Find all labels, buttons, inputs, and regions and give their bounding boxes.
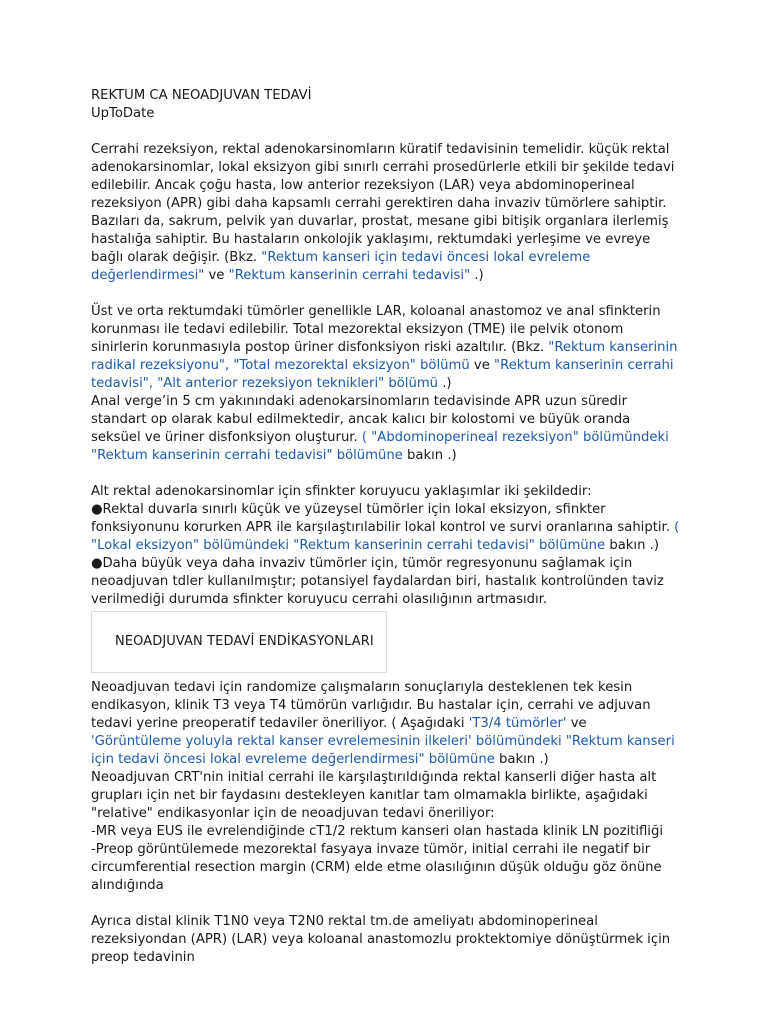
section-heading: NEOADJUVAN TEDAVİ ENDİKASYONLARI xyxy=(115,634,374,649)
paragraph-sphincter-intro: Alt rektal adenokarsinomlar için sfinkter koruyucu yaklaşımlar iki şekildedir: xyxy=(91,484,592,499)
paragraph-indications xyxy=(91,679,681,769)
bullet-local-excision xyxy=(91,501,681,555)
link-pretreatment-staging[interactable]: "Rektum kanseri için tedavi öncesi lokal evreleme değerlendirmesi" xyxy=(91,250,591,283)
link-t3-t4-tumors[interactable]: 'T3/4 tümörler' xyxy=(468,716,567,731)
spacer xyxy=(91,123,681,141)
bullet-neoadjuvant: ●Daha büyük veya daha invaziv tümörler için, tümör regresyonunu sağlamak için neoadjuvan tdler kullanılmıştır; potansiyel faydalardan biri, hastalık kontrolünden taviz verilmediği durumda sfinkter koruyucu cerrahi olasılığının artmasıdır. xyxy=(91,556,664,607)
conjunction-text: ve xyxy=(204,268,229,283)
link-lar-techniques[interactable]: "Rektum kanserinin cerrahi tedavisi", "Alt anterior rezeksiyon teknikleri" bölümü xyxy=(91,358,674,391)
paragraph-apr xyxy=(91,393,681,465)
closing-text: .) xyxy=(470,268,484,283)
closing-text: bakın .) xyxy=(494,752,549,767)
paragraph-text: Anal verge’in 5 cm yakınındaki adenokarsinomların tedavisinde APR uzun süredir standart op olarak kabul edilmektedir, ancak kalıcı bir kolostomi ve büyük oranda seksüel ve üriner disfonksiyon oluşturur. xyxy=(91,394,631,445)
link-apr-section[interactable]: ( "Abdominoperineal rezeksiyon" bölümündeki "Rektum kanserinin cerrahi tedavisi" bölümüne xyxy=(91,430,669,463)
spacer xyxy=(91,895,681,913)
closing-text: bakın .) xyxy=(605,538,659,553)
section-heading-box xyxy=(91,611,387,673)
paragraph-text: Cerrahi rezeksiyon, rektal adenokarsinomların küratif tedavisinin temelidir. küçük rektal adenokarsinomlar, lokal eksizyon gibi sınırlı cerrahi prosedürlerle etkili bir şekilde tedavi edilebilir. Ancak çoğu hasta, low anterior rezeksiyon (LAR) veya abdominoperineal rezeksiyon (APR) gibi daha kapsamlı cerrahi gerektiren daha invaziv tümörlere sahiptir. Bazıları da, sakrum, pelvik yan duvarlar, prostat, mesane gibi bitişik organlara ilerlemiş hastalığa sahiptir. Bu hastaların onkolojik yaklaşımı, rektumdaki yerleşime ve evreye bağlı olarak değişir. (Bkz. xyxy=(91,142,675,265)
link-local-excision[interactable]: ( "Lokal eksizyon" bölümündeki "Rektum kanserinin cerrahi tedavisi" bölümüne xyxy=(91,520,680,553)
bullet-text: ●Rektal duvarla sınırlı küçük ve yüzeysel tümörler için lokal eksizyon, sfinkter fonksiyonunu korurken APR ile karşılaştırılabilir lokal kontrol ve survi oranlarına sahiptir. xyxy=(91,502,675,535)
paragraph-upper-mid-rectum xyxy=(91,303,681,393)
spacer xyxy=(91,465,681,483)
paragraph-text: Neoadjuvan tedavi için randomize çalışmaların sonuçlarıyla desteklenen tek kesin endikasyon, klinik T3 veya T4 tümörün varlığıdır. Bu hastalar için, cerrahi ve adjuvan tedavi yerine preoperatif tedaviler öneriliyor. ( Aşağıdaki xyxy=(91,680,651,731)
conjunction-text: ve xyxy=(469,358,495,373)
list-item-ln-positive: -MR veya EUS ile evrelendiğinde cT1/2 rektum kanseri olan hastada klinik LN pozitifliği xyxy=(91,824,664,839)
link-radical-resection[interactable]: "Rektum kanserinin radikal rezeksiyonu", "Total mezorektal eksizyon" bölümü xyxy=(91,340,678,373)
conjunction-text: ve xyxy=(566,716,587,731)
paragraph-text: Üst ve orta rektumdaki tümörler genellikle LAR, koloanal anastomoz ve anal sfinkterin korunması ile tedavi edilebilir. Total mezorektal eksizyon (TME) ile pelvik otonom sinirlerin korunmasıyla postop üriner disfonksiyon riski azaltılır. (Bkz. xyxy=(91,304,661,355)
document-title: REKTUM CA NEOADJUVAN TEDAVİ xyxy=(91,88,312,103)
spacer xyxy=(91,285,681,303)
closing-text: bakın .) xyxy=(402,448,457,463)
link-imaging-staging[interactable]: 'Görüntüleme yoluyla rektal kanser evrelemesinin ilkeleri' bölümündeki "Rektum kanseri için tedavi öncesi lokal evreleme değerlendirmesi" bölümüne xyxy=(91,734,675,767)
document-source: UpToDate xyxy=(91,106,155,121)
paragraph-relative-indications: Neoadjuvan CRT'nin initial cerrahi ile karşılaştırıldığında rektal kanserli diğer hasta alt grupları için net bir faydasını destekleyen kanıtlar tam olmamakla birlikte, aşağıdaki "relative" endikasyonlar için de neoadjuvan tedavi öneriliyor: xyxy=(91,770,657,821)
list-item-crm: -Preop görüntülemede mezorektal fasyaya invaze tümör, initial cerrahi ile negatif bir circumferential resection margin (CRM) elde etme olasılığının düşük olduğu göz önüne alındığında xyxy=(91,842,662,893)
document-page xyxy=(91,87,681,967)
link-surgical-treatment[interactable]: "Rektum kanserinin cerrahi tedavisi" xyxy=(228,268,471,283)
paragraph-intro xyxy=(91,141,681,285)
closing-text: .) xyxy=(438,376,452,391)
paragraph-distal-tumors: Ayrıca distal klinik T1N0 veya T2N0 rektal tm.de ameliyatı abdominoperineal rezeksiyondan (APR) (LAR) veya koloanal anastomozlu proktektomiye dönüştürmek için preop tedavinin xyxy=(91,914,671,965)
